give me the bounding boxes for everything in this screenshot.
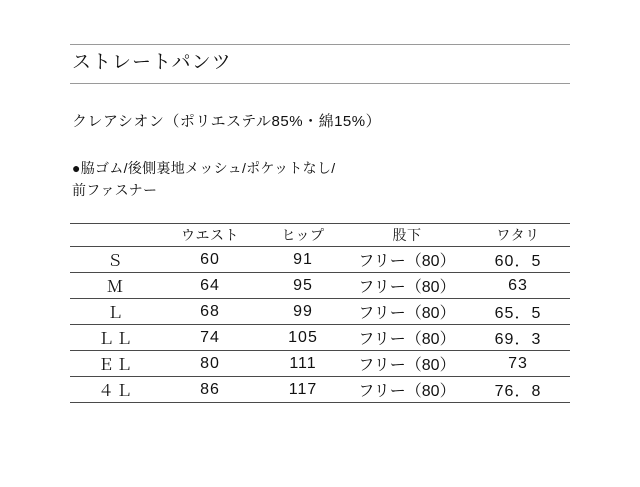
table-header-row: [70, 224, 570, 247]
column-header-thigh: ワタリ: [466, 224, 570, 247]
feature-line-2: 前ファスナー: [72, 182, 158, 199]
cell-hip: 105: [258, 325, 348, 351]
cell-hip: 111: [258, 351, 348, 377]
row-label-size: ４Ｌ: [70, 377, 162, 403]
cell-hip: 91: [258, 247, 348, 273]
table-row: [70, 299, 570, 325]
table-row: [70, 273, 570, 299]
cell-thigh: 60．5: [466, 247, 570, 273]
cell-hip: 117: [258, 377, 348, 403]
table-row: [70, 377, 570, 403]
cell-inseam: フリー（80）: [348, 299, 466, 325]
row-label-size: ＥＬ: [70, 351, 162, 377]
column-header-inseam: 股下: [348, 224, 466, 247]
cell-inseam: フリー（80）: [348, 273, 466, 299]
cell-thigh: 65．5: [466, 299, 570, 325]
cell-thigh: 69．3: [466, 325, 570, 351]
cell-inseam: フリー（80）: [348, 325, 466, 351]
cell-thigh: 76．8: [466, 377, 570, 403]
table-row: [70, 247, 570, 273]
cell-waist: 68: [162, 299, 258, 325]
material-composition: クレアシオン（ポリエステル85%・綿15%）: [72, 112, 382, 130]
row-label-size: ＬＬ: [70, 325, 162, 351]
table-row: [70, 325, 570, 351]
feature-list: [70, 157, 570, 202]
cell-inseam: フリー（80）: [348, 351, 466, 377]
row-label-size: Ｌ: [70, 299, 162, 325]
cell-waist: 74: [162, 325, 258, 351]
column-header-hip: ヒップ: [258, 224, 348, 247]
cell-hip: 99: [258, 299, 348, 325]
cell-inseam: フリー（80）: [348, 377, 466, 403]
feature-line-1: ●脇ゴム/後側裏地メッシュ/ポケットなし/: [72, 159, 336, 176]
cell-hip: 95: [258, 273, 348, 299]
cell-waist: 86: [162, 377, 258, 403]
cell-thigh: 73: [466, 351, 570, 377]
page-title: ストレートパンツ: [72, 52, 232, 73]
title-block: [70, 44, 570, 84]
row-label-size: Ｍ: [70, 273, 162, 299]
row-label-size: Ｓ: [70, 247, 162, 273]
cell-thigh: 63: [466, 273, 570, 299]
cell-waist: 64: [162, 273, 258, 299]
cell-inseam: フリー（80）: [348, 247, 466, 273]
column-header-size: [70, 224, 162, 247]
cell-waist: 60: [162, 247, 258, 273]
cell-waist: 80: [162, 351, 258, 377]
table-row: [70, 351, 570, 377]
size-chart-table: [70, 223, 570, 403]
column-header-waist: ウエスト: [162, 224, 258, 247]
